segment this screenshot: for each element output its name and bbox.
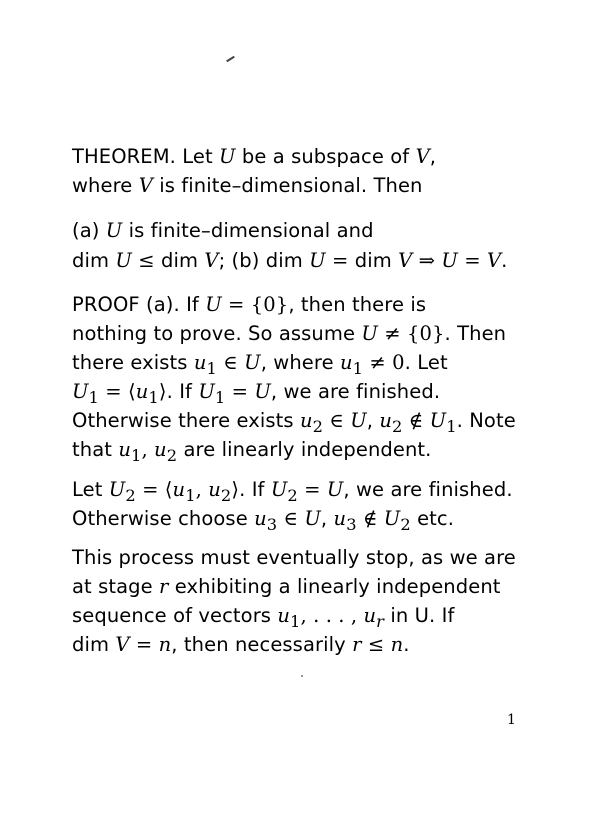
proof-line-10: at stage r exhibiting a linearly independent	[72, 575, 501, 598]
proof-line-7: Let $U_2$ = $⟨u_1$, $u_2⟩$. If $U_2 = U$, we are finished.	[72, 478, 513, 505]
proof-line-11: sequence of vectors $u_1$, . . . , $u_r$ in U. If	[72, 604, 455, 631]
theorem-line-1: THEOREM. Let U be a subspace of V,	[72, 145, 437, 168]
stray-dot	[301, 675, 303, 677]
proof-line-6: that $u_1$, $u_2$ are linearly independent.	[72, 438, 432, 465]
proof-line-4: $U_1$ = $⟨u_1⟩$. If $U_1 = U$, we are finished.	[72, 380, 441, 407]
proof-line-2: nothing to prove. So assume U ≠ {0}. Then	[72, 322, 507, 345]
proof-line-8: Otherwise choose $u_3$ ∈ U, $u_3$ ∉ $U_2$ etc.	[72, 507, 455, 534]
theorem-line-4: dim U ≤ dim V; (b) dim U = dim V ⇒ U = V.	[72, 249, 508, 272]
page-number: 1	[507, 712, 516, 728]
stray-mark	[226, 56, 235, 62]
theorem-line-3: (a) U is finite–dimensional and	[72, 219, 374, 242]
proof-line-12: dim V = n, then necessarily r ≤ n.	[72, 633, 410, 656]
proof-line-3: there exists $u_1$ ∈ U, where $u_1 \ne 0$. Let	[72, 351, 448, 378]
proof-line-9: This process must eventually stop, as we are	[72, 546, 516, 569]
theorem-line-2: where V is finite–dimensional. Then	[72, 174, 423, 197]
proof-line-1: PROOF (a). If U = {0}, then there is	[72, 293, 427, 316]
proof-line-5: Otherwise there exists $u_2$ ∈ U, $u_2$ ∉ $U_1$. Note	[72, 409, 516, 436]
